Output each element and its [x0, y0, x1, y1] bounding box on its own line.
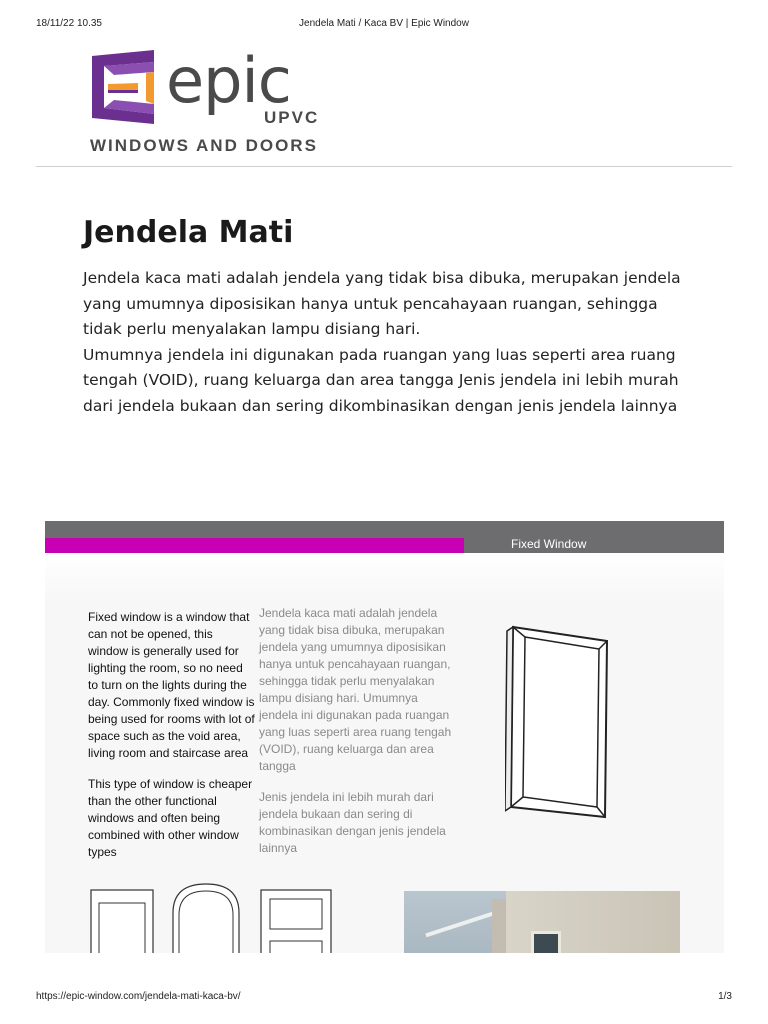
indonesian-paragraph: Jenis jendela ini lebih murah dari jendela bukaan dan sering di kombinasikan dengan jenis jendela lainnya — [259, 790, 446, 855]
banner-label: Fixed Window — [511, 537, 587, 551]
building-photo — [404, 891, 680, 953]
english-paragraph: Fixed window is a window that can not be opened, this window is generally used for lighting the room, so no need to turn on the lights during the day. Commonly fixed window is being used for rooms with lot of space such as the void area, living room and staircase area — [88, 610, 255, 760]
logo-word: epic — [166, 44, 291, 117]
logo-tagline: WINDOWS AND DOORS — [90, 136, 318, 155]
indonesian-description — [259, 605, 455, 871]
epic-frame-logo-icon — [88, 48, 160, 126]
logo-sub: UPVC — [264, 108, 320, 127]
rectangular-window-icon — [90, 889, 154, 953]
page-title: Jendela Mati — [83, 215, 294, 250]
page-number: 1/3 — [718, 991, 732, 1002]
arched-window-icon — [172, 883, 240, 953]
header-divider — [36, 166, 732, 167]
article-paragraph: Jendela kaca mati adalah jendela yang tidak bisa dibuka, merupakan jendela yang umumnya diposisikan hanya untuk pencahayaan ruangan, sehingga tidak perlu menyalakan lampu disiang hari. — [83, 269, 681, 338]
print-datetime: 18/11/22 10.35 — [36, 18, 102, 29]
article-paragraph: Umumnya jendela ini digunakan pada ruangan yang luas seperti area ruang tengah (VOID), ruang keluarga dan area tangga Jenis jendela ini lebih murah dari jendela bukaan dan sering dikombinasikan dengan jenis jendela lainnya — [83, 345, 679, 415]
double-pane-window-icon — [260, 889, 332, 953]
banner-fade — [45, 553, 724, 603]
page-url[interactable]: https://epic-window.com/jendela-mati-kaca-bv/ — [36, 991, 241, 1002]
english-description — [88, 609, 256, 875]
print-page-title: Jendela Mati / Kaca BV | Epic Window — [299, 18, 469, 29]
english-paragraph: This type of window is cheaper than the other functional windows and often being combined with other window types — [88, 777, 253, 859]
fixed-window-illustration-icon — [505, 621, 615, 821]
article-body — [83, 266, 693, 419]
indonesian-paragraph: Jendela kaca mati adalah jendela yang tidak bisa dibuka, merupakan jendela yang umumnya diposisikan hanya untuk pencahayaan ruangan, sehingga tidak perlu menyalakan lampu disiang hari. Umumnya jendela ini digunakan pada ruangan yang luas seperti area ruang tengah (VOID), ruang keluarga dan area tangga — [259, 606, 452, 773]
banner-accent-bar — [45, 538, 464, 553]
photo-window — [531, 931, 561, 953]
fixed-window-infographic — [45, 521, 724, 953]
epic-logo[interactable] — [88, 44, 328, 160]
